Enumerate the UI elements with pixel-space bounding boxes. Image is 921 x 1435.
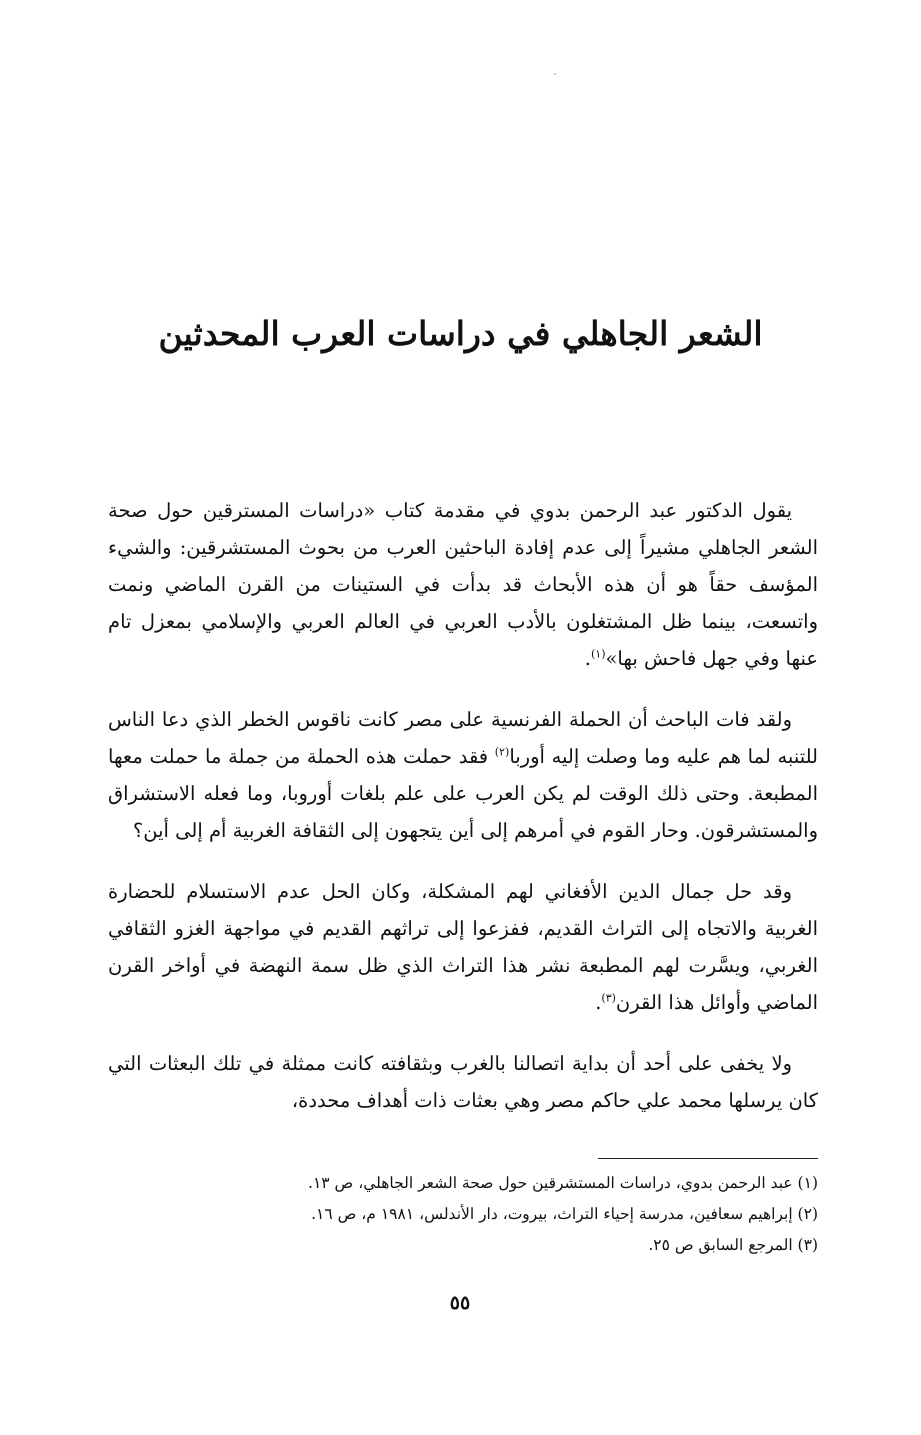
page-number: ٥٥ xyxy=(449,1292,471,1314)
scan-speck xyxy=(554,73,556,75)
footnote-2: (٢) إبراهيم سعافين، مدرسة إحياء التراث، بيروت، دار الأندلس، ١٩٨١ م، ص ١٦. xyxy=(311,1205,818,1223)
chapter-title: الشعر الجاهلي في دراسات العرب المحدثين xyxy=(158,314,763,353)
footnote-1: (١) عبد الرحمن بدوي، دراسات المستشرقين حول صحة الشعر الجاهلي، ص ١٣. xyxy=(308,1174,818,1192)
paragraph-3-text: وقد حل جمال الدين الأفغاني لهم المشكلة، وكان الحل عدم الاستسلام للحضارة الغربية والاتجاه إلى التراث القديم، ففزعوا إلى تراثهم القديم في مواجهة الغزو الثقافي الغربي، ويسَّرت لهم المطبعة نشر هذا التراث الذي ظل سمة النهضة في أواخر القرن الماضي وأوائل هذا القرن xyxy=(108,880,818,1014)
footnote-ref-2: (٢) xyxy=(494,745,510,759)
paragraph-2-text: ولقد فات الباحث أن الحملة الفرنسية على مصر كانت ناقوس الخطر الذي دعا الناس للتنبه لما هم عليه وما وصلت إليه أوربا xyxy=(108,708,818,768)
footnote-ref-1: (١) xyxy=(590,647,606,661)
paragraph-4 xyxy=(108,1045,818,1119)
paragraph-2-end: فقد حملت هذه الحملة من جملة ما حملت معها المطبعة. وحتى ذلك الوقت لم يكن العرب على علم بلغات أوروبا، وما فعله الاستشراق والمستشرقون. وحار القوم في أمرهم إلى أين يتجهون إلى الثقافة الغربية أم إلى أين؟ xyxy=(108,745,818,842)
paragraph-3-end: . xyxy=(595,991,602,1014)
paragraph-2 xyxy=(108,701,818,849)
paragraph-1-end: . xyxy=(584,647,591,670)
body-text xyxy=(108,492,818,1119)
footnotes xyxy=(150,1168,818,1261)
paragraph-1 xyxy=(108,492,818,677)
paragraph-1-text: يقول الدكتور عبد الرحمن بدوي في مقدمة كتاب «دراسات المسترقين حول صحة الشعر الجاهلي مشيراً إلى عدم إفادة الباحثين العرب من بحوث المستشرقين: والشيء المؤسف حقاً هو أن هذه الأبحاث قد بدأت في الستينات من القرن الماضي ونمت واتسعت، بينما ظل المشتغلون بالأدب العربي في العالم العربي والإسلامي بمعزل تام عنها وفي جهل فاحش بها» xyxy=(108,499,818,670)
footnote-divider xyxy=(598,1158,818,1159)
paragraph-4-text: ولا يخفى على أحد أن بداية اتصالنا بالغرب وبثقافته كانت ممثلة في تلك البعثات التي كان يرسلها محمد علي حاكم مصر وهي بعثات ذات أهداف محددة، xyxy=(108,1052,818,1112)
footnote-3: (٣) المرجع السابق ص ٢٥. xyxy=(648,1236,818,1254)
footnote-ref-3: (٣) xyxy=(601,991,616,1005)
paragraph-3 xyxy=(108,873,818,1021)
